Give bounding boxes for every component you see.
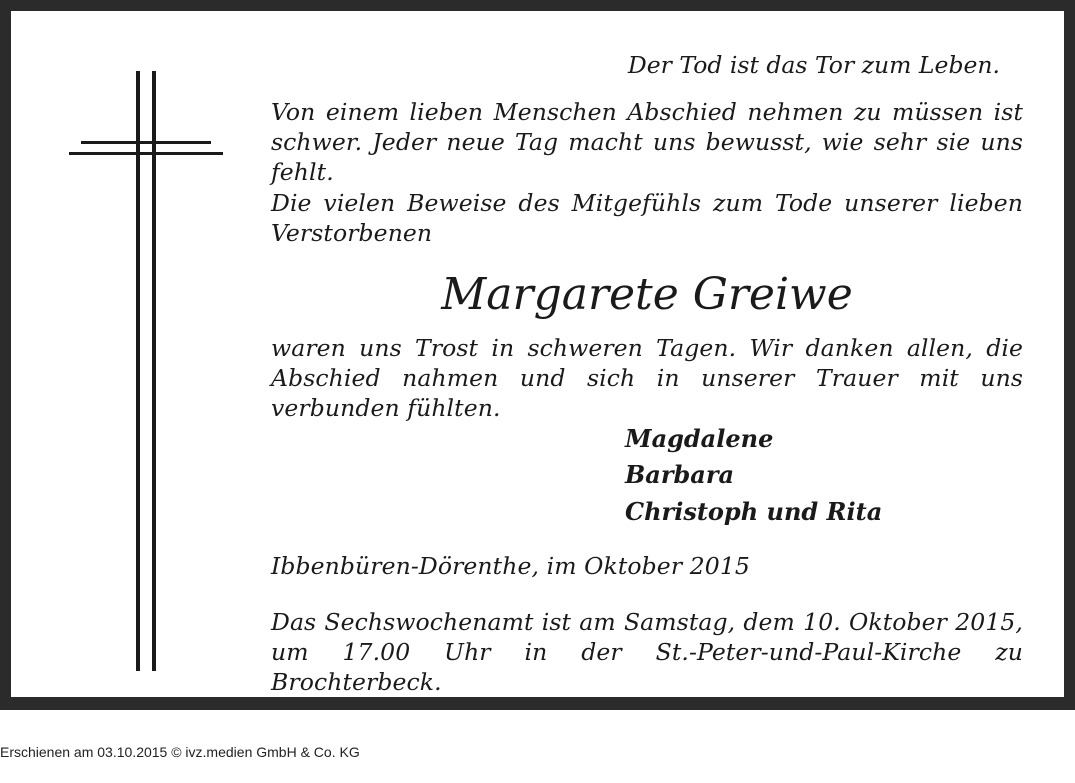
- paragraph-thanks: waren uns Trost in schweren Tagen. Wir danken allen, die Abschied nahmen und sich in unserer Trauer mit uns verbunden fühlten.: [271, 334, 1023, 422]
- deceased-name: Margarete Greiwe: [441, 269, 853, 320]
- place-date: Ibbenbüren-Dörenthe, im Oktober 2015: [271, 552, 750, 580]
- motto: Der Tod ist das Tor zum Leben.: [627, 51, 1000, 79]
- paragraph-farewell: Von einem lieben Menschen Abschied nehmen zu müssen ist schwer. Jeder neue Tag macht uns bewusst, wie sehr sie uns fehlt.: [271, 98, 1023, 186]
- cross-icon: [66, 61, 226, 681]
- publication-note: Erschienen am 03.10.2015 © ivz.medien GmbH & Co. KG: [0, 744, 360, 760]
- signer-name: Christoph und Rita: [625, 497, 883, 526]
- signer-name: Magdalene: [625, 424, 774, 453]
- service-info: Das Sechswochenamt ist am Samstag, dem 10. Oktober 2015, um 17.00 Uhr in der St.-Peter-und-Paul-Kirche zu Brochterbeck.: [271, 608, 1023, 696]
- signer-name: Barbara: [625, 460, 735, 489]
- paragraph-sympathy: Die vielen Beweise des Mitgefühls zum Tode unserer lieben Verstorbenen: [271, 189, 1023, 247]
